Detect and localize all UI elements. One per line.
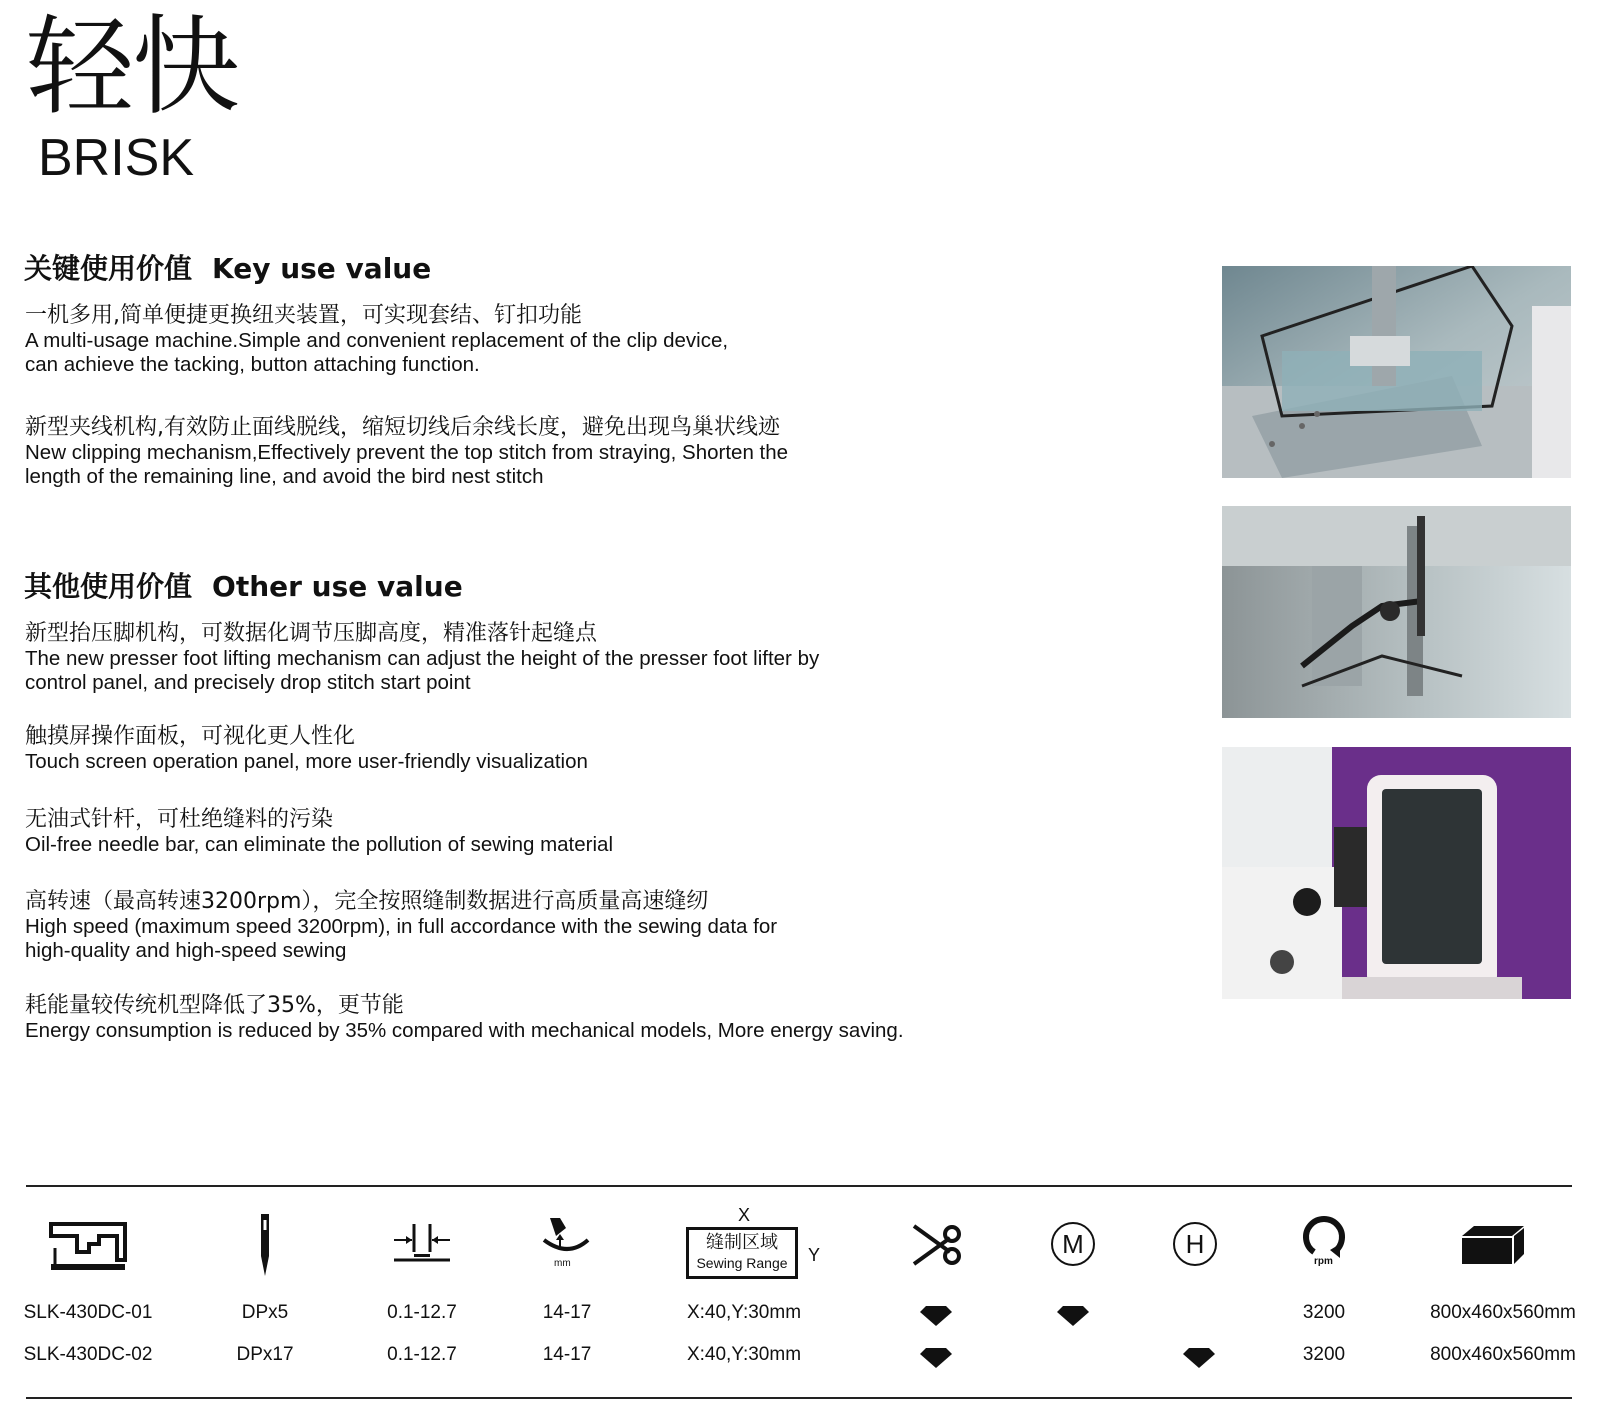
other-item-2 <box>25 723 588 774</box>
rpm-label: rpm <box>1314 1256 1333 1267</box>
sewing-range-y: Y <box>808 1245 821 1265</box>
sewing-range-cn: 缝制区域 <box>706 1232 778 1253</box>
other-item-1-en1: The new presser foot lifting mechanism can adjust the height of the presser foot lifter by <box>25 647 820 670</box>
page-title-cn: 轻快 <box>26 5 239 130</box>
key-heading-en: Key use value <box>212 252 432 285</box>
trimmer-check-icon <box>920 1346 952 1372</box>
sewing-clip-device-photo <box>1222 266 1571 478</box>
key-item-1-en2: can achieve the tacking, button attaching function. <box>25 353 480 376</box>
sewing-range-en: Sewing Range <box>696 1255 788 1271</box>
trimmer-check-icon <box>920 1304 952 1330</box>
needle-thread-clip-photo <box>1222 506 1571 718</box>
key-item-1-en1: A multi-usage machine.Simple and convenient replacement of the clip device, <box>25 329 729 352</box>
sewing-range-box <box>686 1227 798 1279</box>
other-item-5-cn: 耗能量较传统机型降低了35%，更节能 <box>25 993 404 1018</box>
sewing-range-icon <box>686 1205 846 1285</box>
m-check-icon <box>1057 1304 1089 1330</box>
key-section-heading <box>24 252 431 286</box>
presser-foot-lift-icon <box>542 1214 592 1276</box>
h-check-icon <box>1183 1346 1215 1372</box>
other-heading-en: Other use value <box>212 570 463 603</box>
size-cell: 800x460x560mm <box>1430 1344 1576 1365</box>
other-item-2-en1: Touch screen operation panel, more user-friendly visualization <box>25 750 588 773</box>
m-mode-label: M <box>1062 1229 1084 1259</box>
other-item-1 <box>25 620 819 695</box>
needle-icon <box>255 1212 275 1282</box>
h-mode-label: H <box>1185 1229 1205 1259</box>
other-item-3-en1: Oil-free needle bar, can eliminate the pollution of sewing material <box>25 833 613 856</box>
touch-screen-panel-photo <box>1222 747 1571 999</box>
other-item-5-en1: Energy consumption is reduced by 35% compared with mechanical models, More energy saving. <box>25 1019 904 1042</box>
foot-unit-label: mm <box>554 1258 571 1269</box>
sewing-range-x: X <box>738 1205 751 1225</box>
sewing-machine-icon <box>47 1218 129 1278</box>
stitch-length-icon <box>392 1220 452 1274</box>
table-top-rule <box>26 1185 1572 1187</box>
key-heading-cn: 关键使用价值 <box>24 252 193 285</box>
other-item-3-cn: 无油式针杆，可杜绝缝料的污染 <box>25 807 334 832</box>
key-item-1 <box>25 302 728 377</box>
key-item-2-en2: length of the remaining line, and avoid the bird nest stitch <box>25 465 544 488</box>
box-dimension-icon <box>1460 1222 1526 1270</box>
h-mode-icon <box>1173 1222 1217 1266</box>
other-section-heading <box>24 570 463 604</box>
thread-trimmer-icon <box>910 1222 962 1272</box>
other-item-5 <box>25 992 904 1043</box>
other-item-2-cn: 触摸屏操作面板，可视化更人性化 <box>25 724 356 749</box>
needle-cell: DPx17 <box>236 1344 294 1365</box>
key-item-2 <box>25 414 788 489</box>
other-item-1-en2: control panel, and precisely drop stitch start point <box>25 671 471 694</box>
other-item-3 <box>25 806 613 857</box>
m-mode-icon <box>1051 1222 1095 1266</box>
stitch-cell: 0.1-12.7 <box>387 1302 457 1323</box>
other-item-4-en1: High speed (maximum speed 3200rpm), in full accordance with the sewing data for <box>25 915 778 938</box>
needle-cell: DPx5 <box>241 1302 289 1323</box>
other-item-4-en2: high-quality and high-speed sewing <box>25 939 347 962</box>
range-cell: X:40,Y:30mm <box>686 1302 802 1323</box>
key-item-2-en1: New clipping mechanism,Effectively prevent the top stitch from straying, Shorten the <box>25 441 789 464</box>
other-heading-cn: 其他使用价值 <box>24 570 193 603</box>
speed-cell: 3200 <box>1302 1344 1346 1365</box>
lift-cell: 14-17 <box>542 1344 592 1365</box>
stitch-cell: 0.1-12.7 <box>387 1344 457 1365</box>
table-bottom-rule <box>26 1397 1572 1399</box>
other-item-1-cn: 新型抬压脚机构，可数据化调节压脚高度，精准落针起缝点 <box>25 621 598 646</box>
key-item-2-cn: 新型夹线机构,有效防止面线脱线，缩短切线后余线长度，避免出现鸟巢状线迹 <box>25 415 780 440</box>
range-cell: X:40,Y:30mm <box>686 1344 802 1365</box>
model-cell: SLK-430DC-01 <box>23 1302 153 1323</box>
lift-cell: 14-17 <box>542 1302 592 1323</box>
page-title-en: BRISK <box>38 129 195 187</box>
speed-cell: 3200 <box>1302 1302 1346 1323</box>
other-item-4 <box>25 888 777 963</box>
key-item-1-cn: 一机多用,简单便捷更换纽夹装置，可实现套结、钉扣功能 <box>25 303 582 328</box>
model-cell: SLK-430DC-02 <box>23 1344 153 1365</box>
size-cell: 800x460x560mm <box>1430 1302 1576 1323</box>
rpm-icon <box>1300 1216 1348 1272</box>
other-item-4-cn: 高转速（最高转速3200rpm），完全按照缝制数据进行高质量高速缝纫 <box>25 889 709 914</box>
